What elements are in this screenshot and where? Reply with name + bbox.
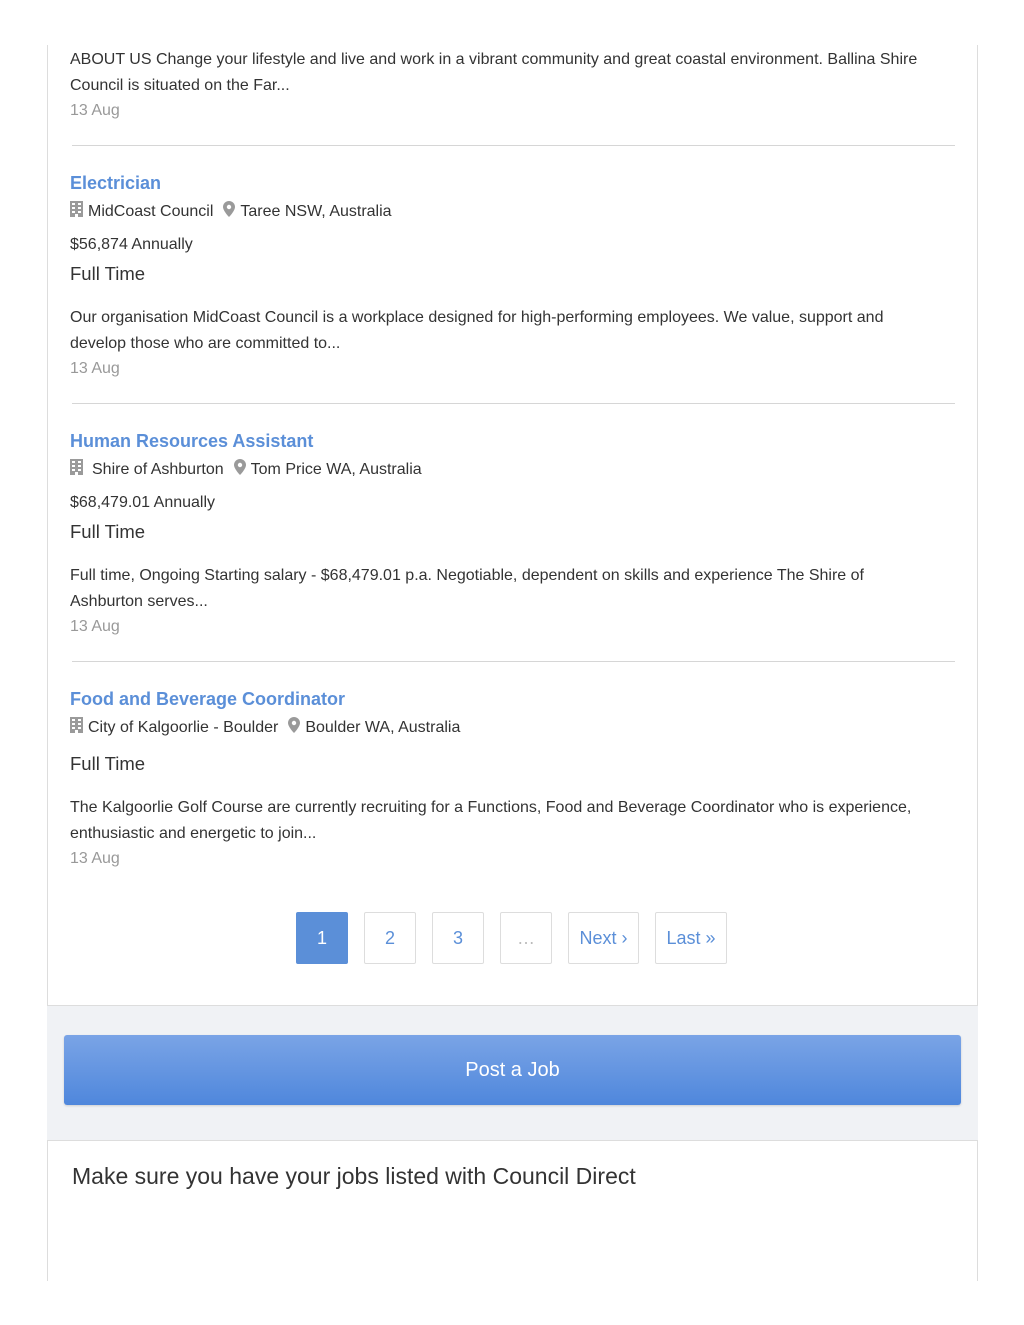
- job-listings-panel: [47, 45, 978, 1006]
- page-1-button[interactable]: 1: [296, 912, 348, 964]
- page-3-button[interactable]: 3: [432, 912, 484, 964]
- page-2-button[interactable]: 2: [364, 912, 416, 964]
- pagination: [296, 912, 727, 964]
- job-description: The Kalgoorlie Golf Course are currently recruiting for a Functions, Food and Beverage Coordinator who is experience, enthusiastic and energetic to join...: [70, 799, 912, 842]
- map-pin-icon: [234, 459, 246, 480]
- employer-name: MidCoast Council: [88, 202, 214, 220]
- next-page-button[interactable]: Next ›: [568, 912, 639, 964]
- listing-divider: [72, 145, 955, 146]
- building-icon: [70, 717, 83, 738]
- promo-heading: Make sure you have your jobs listed with Council Direct: [72, 1163, 636, 1189]
- job-title-link[interactable]: Electrician: [70, 173, 162, 193]
- map-pin-icon: [223, 201, 235, 222]
- job-date: 13 Aug: [70, 360, 120, 377]
- last-page-button[interactable]: Last »: [655, 912, 727, 964]
- job-description: ABOUT US Change your lifestyle and live and work in a vibrant community and great coastal environment. Ballina Shire Council is situated on the Far...: [70, 51, 918, 94]
- post-job-button[interactable]: Post a Job: [64, 1035, 961, 1105]
- listing-divider: [72, 403, 955, 404]
- job-date: 13 Aug: [70, 850, 120, 867]
- job-title-link[interactable]: Human Resources Assistant: [70, 431, 314, 451]
- building-icon: [70, 459, 83, 480]
- job-meta: [70, 459, 422, 480]
- building-icon: [70, 201, 83, 222]
- promo-panel: [47, 1140, 978, 1281]
- listing-divider: [72, 661, 955, 662]
- pagination-ellipsis: …: [500, 912, 552, 964]
- employer-name: City of Kalgoorlie - Boulder: [88, 718, 279, 736]
- job-description: Full time, Ongoing Starting salary - $68,479.01 p.a. Negotiable, dependent on skills and experience The Shire of Ashburton serves...: [70, 567, 864, 610]
- job-date: 13 Aug: [70, 618, 120, 635]
- job-meta: [70, 201, 392, 222]
- job-type: Full Time: [70, 753, 146, 774]
- job-salary: $68,479.01 Annually: [70, 494, 216, 511]
- job-type: Full Time: [70, 521, 146, 542]
- employer-name: Shire of Ashburton: [92, 460, 224, 478]
- job-location: Tom Price WA, Australia: [250, 460, 422, 478]
- job-meta: [70, 717, 460, 738]
- job-location: Boulder WA, Australia: [305, 718, 461, 736]
- job-title-link[interactable]: Food and Beverage Coordinator: [70, 689, 346, 709]
- job-date: 13 Aug: [70, 102, 120, 119]
- job-type: Full Time: [70, 263, 146, 284]
- job-salary: $56,874 Annually: [70, 236, 193, 253]
- map-pin-icon: [288, 717, 300, 738]
- job-location: Taree NSW, Australia: [240, 202, 392, 220]
- job-description: Our organisation MidCoast Council is a workplace designed for high-performing employees. We value, support and develop those who are committed to...: [70, 309, 884, 352]
